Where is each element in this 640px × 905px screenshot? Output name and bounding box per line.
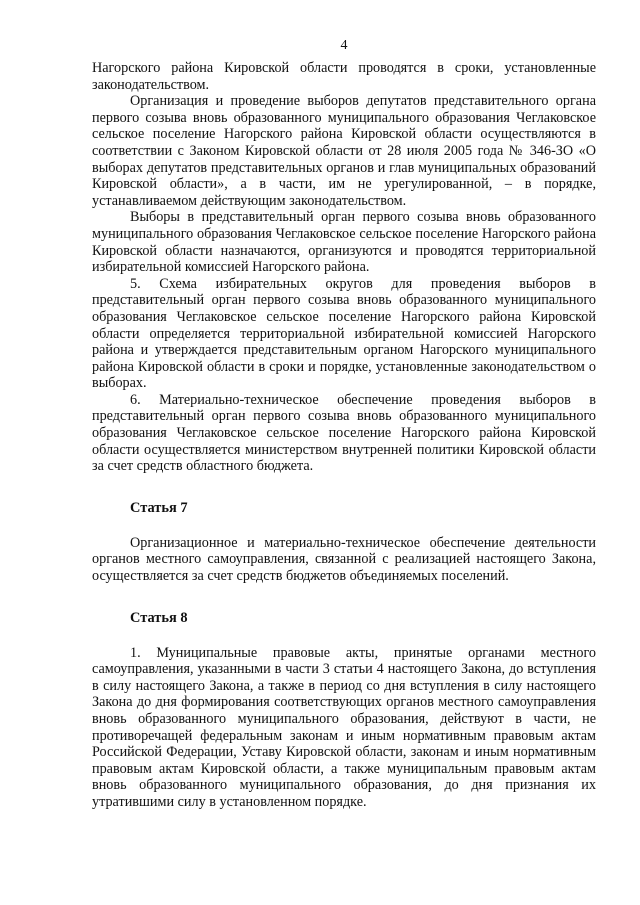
paragraph-elections-organization: Организация и проведение выборов депутатов представительного органа первого созыва вновь образованного муниципального образования Чеглаковское сельское поселение Нагорского района Кировской области осуществляются в соответствии с Законом Кировской области от 28 июля 2005 года № 346-ЗО «О выборах депутатов представительных органов и глав муниципальных образований Кировской области», а в части, им не урегулированной, – в порядке, устанавливаемом действующим законодательством. (92, 93, 596, 209)
article-7-text: Организационное и материально-техническое обеспечение деятельности органов местного самоуправления, связанной с реализацией настоящего Закона, осуществляется за счет средств бюджетов объединяемых поселений. (92, 534, 596, 585)
paragraph-elections-commission: Выборы в представительный орган первого созыва вновь образованного муниципального образования Чеглаковское сельское поселение Нагорского района Кировской области назначаются, организуются и проводятся территориальной избирательной комиссией Нагорского района. (92, 209, 596, 276)
paragraph-item-6: 6. Материально-техническое обеспечение проведения выборов в представительный орган первого созыва вновь образованного муниципального образования Чеглаковское сельское поселение Нагорского района Кировской области осуществляется министерством внутренней политики Кировской области за счет средств областного бюджета. (92, 391, 596, 475)
page-number: 4 (340, 38, 348, 53)
document-page (92, 38, 596, 811)
article-8-text: 1. Муниципальные правовые акты, принятые органами местного самоуправления, указанными в части 3 статьи 4 настоящего Закона, до вступления в силу настоящего Закона, а также в период со дня вступления в силу настоящего Закона до дня формирования соответствующих органов местного самоуправления вновь образованного муниципального образования, действуют в части, не противоречащей федеральным законам и иным нормативным правовым актам Российской Федерации, Уставу Кировской области, законам и иным нормативным правовым актам Кировской области, а также муниципальным правовым актам вновь образованного муниципального образования, до дня признания их утратившими силу в установленном порядке. (92, 644, 596, 810)
article-7-heading: Статья 7 (130, 499, 188, 516)
paragraph-item-5: 5. Схема избирательных округов для проведения выборов в представительный орган первого созыва вновь образованного муниципального образования Чеглаковское сельское поселение Нагорского района Кировской области определяется территориальной избирательной комиссией Нагорского района и утверждается представительным органом Нагорского муниципального района Кировской области в сроки и порядке, установленные законодательством о выборах. (92, 275, 596, 392)
paragraph-continuation: Нагорского района Кировской области проводятся в сроки, установленные законодательством. (92, 60, 596, 93)
article-8-heading: Статья 8 (130, 609, 188, 626)
